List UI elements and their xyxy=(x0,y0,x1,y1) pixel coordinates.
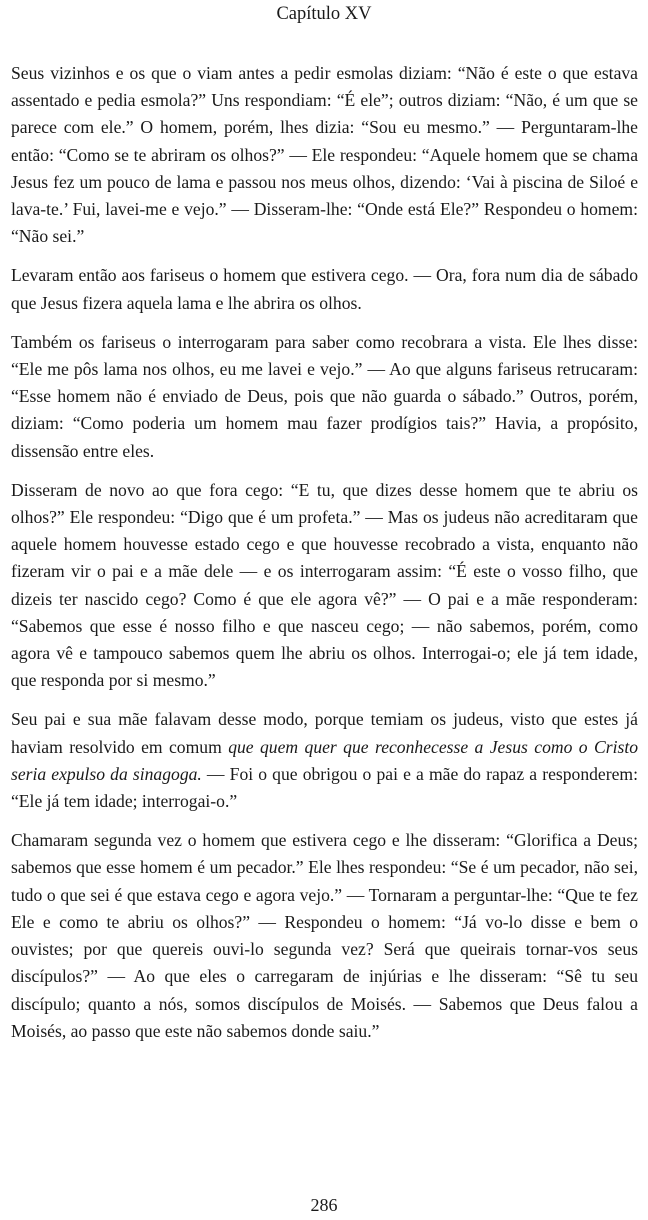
body-text xyxy=(11,60,638,1057)
paragraph-6: Chamaram segunda vez o homem que estivera cego e lhe disseram: “Glorifica a Deus; sabemos que esse homem é um pecador.” Ele lhes respondeu: “Se é um pecador, não sei, tudo o que sei é que estava cego e agora vejo.” — Tornaram a perguntar-lhe: “Que te fez Ele e como te abriu os olhos?” — Respondeu o homem: “Já vo-lo disse e bem o ouvistes; por que quereis ouvi-lo segunda vez? Será que queirais tornar-vos seus discípulos?” — Ao que eles o carregaram de injúrias e lhe disseram: “Sê tu seu discípulo; quanto a nós, somos discípulos de Moisés. — Sabemos que Deus falou a Moisés, ao passo que este não sabemos donde saiu.” xyxy=(11,830,638,1041)
paragraph-5 xyxy=(11,706,638,815)
paragraph-5-text-after: — Foi o que obrigou o pai e a mãe do rapaz a responderem: “Ele já tem idade; interrogai-o.” xyxy=(11,763,638,812)
paragraph-2: Levaram então aos fariseus o homem que estivera cego. — Ora, fora num dia de sábado que Jesus fizera aquela lama e lhe abrira os olhos. xyxy=(11,265,638,313)
paragraph-5-italic-quote: que quem quer que reconhecesse a Jesus como o Cristo seria expulso da sinagoga. xyxy=(11,736,638,784)
paragraph-5-text-before: Seu pai e sua mãe falavam desse modo, porque temiam os judeus, visto que estes já haviam resolvido em comum xyxy=(11,709,638,757)
paragraph-1: Seus vizinhos e os que o viam antes a pedir esmolas diziam: “Não é este o que estava assentado e pedia esmola?” Uns respondiam: “É ele”; outros diziam: “Não, é um que se parece com ele.” O homem, porém, lhes dizia: “Sou eu mesmo.” — Perguntaram-lhe então: “Como se te abriram os olhos?” — Ele respondeu: “Aquele homem que se chama Jesus fez um pouco de lama e passou nos meus olhos, dizendo: ‘Vai à piscina de Siloé e lava-te.’ Fui, lavei-me e vejo.” — Disseram-lhe: “Onde está Ele?” Respondeu o homem: “Não sei.” xyxy=(11,63,638,247)
paragraph-3: Também os fariseus o interrogaram para saber como recobrara a vista. Ele lhes disse: “Ele me pôs lama nos olhos, eu me lavei e vejo.” — Ao que alguns fariseus retrucaram: “Esse homem não é enviado de Deus, pois que não guarda o sábado.” Outros, porém, diziam: “Como poderia um homem mau fazer prodígios tais?” Havia, a propósito, dissensão entre eles. xyxy=(11,331,638,461)
paragraph-4: Disseram de novo ao que fora cego: “E tu, que dizes desse homem que te abriu os olhos?” Ele respondeu: “Digo que é um profeta.” — Mas os judeus não acreditaram que aquele homem houvesse estado cego e que houvesse recobrado a vista, enquanto não fizeram vir o pai e a mãe dele — e os interrogaram assim: “É este o vosso filho, que dizeis ter nascido cego? Como é que ele agora vê?” — O pai e a mãe responderam: “Sabemos que esse é nosso filho e que nasceu cego; — não sabemos, porém, como agora vê e tampouco sabemos quem lhe abriu os olhos. Interrogai-o; ele já tem idade, que responda por si mesmo.” xyxy=(11,479,638,691)
running-title: Capítulo XV xyxy=(276,4,372,24)
page-number: 286 xyxy=(310,1195,338,1215)
